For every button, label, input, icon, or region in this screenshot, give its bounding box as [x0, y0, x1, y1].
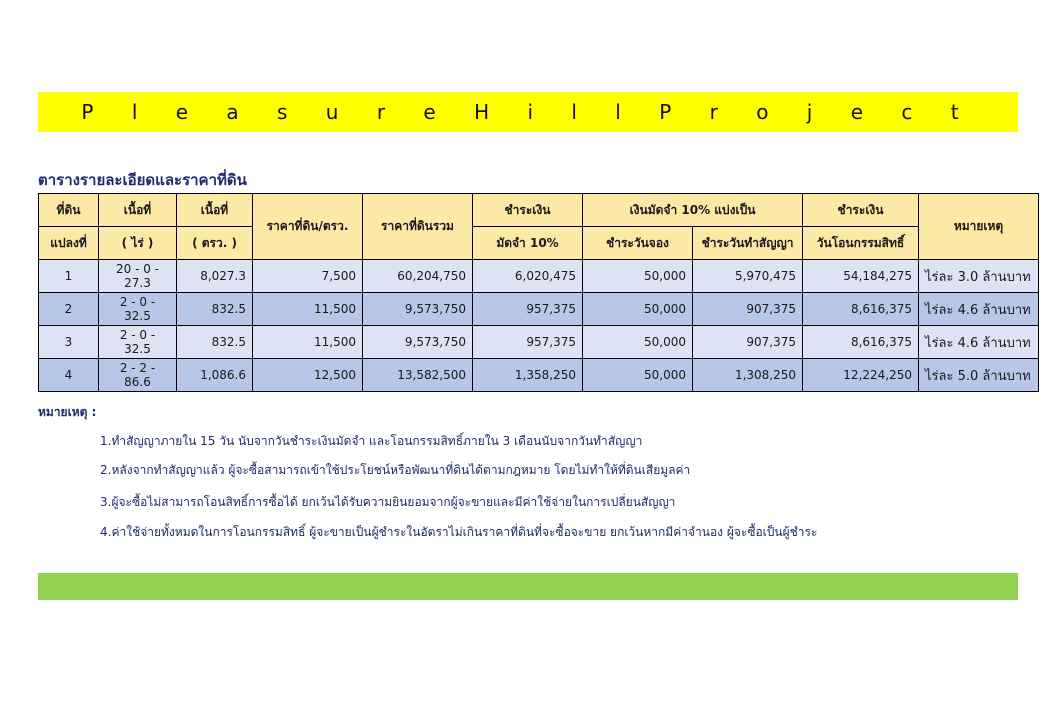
col-plot-top: ที่ดิน [39, 194, 99, 227]
col-rai-bottom: ( ไร่ ) [99, 227, 177, 260]
cell-transfer: 12,224,250 [803, 359, 919, 392]
cell-reserve: 50,000 [583, 359, 693, 392]
cell-rai: 20 - 0 - 27.3 [99, 260, 177, 293]
land-price-table [38, 193, 1039, 392]
cell-remark: ไร่ละ 4.6 ล้านบาท [919, 326, 1039, 359]
col-deposit-split: เงินมัดจำ 10% แบ่งเป็น [583, 194, 803, 227]
col-price-per-sqw: ราคาที่ดิน/ตรว. [253, 194, 363, 260]
cell-deposit: 6,020,475 [473, 260, 583, 293]
cell-price: 7,500 [253, 260, 363, 293]
col-pay-contract: ชำระวันทำสัญญา [693, 227, 803, 260]
cell-reserve: 50,000 [583, 293, 693, 326]
cell-rai: 2 - 2 - 86.6 [99, 359, 177, 392]
note-item: 4.ค่าใช้จ่ายทั้งหมดในการโอนกรรมสิทธิ์ ผู้จะขายเป็นผู้ชำระในอัตราไม่เกินราคาที่ดินที่จะซื้อจะขาย ยกเว้นหากมีค่าจำนอง ผู้จะซื้อเป็นผู้ชำระ [100, 525, 818, 539]
cell-plot: 4 [39, 359, 99, 392]
cell-plot: 3 [39, 326, 99, 359]
notes-heading: หมายเหตุ : [38, 405, 97, 419]
cell-transfer: 8,616,375 [803, 326, 919, 359]
cell-transfer: 54,184,275 [803, 260, 919, 293]
table-row [39, 293, 1039, 326]
cell-contract: 1,308,250 [693, 359, 803, 392]
cell-total: 60,204,750 [363, 260, 473, 293]
table-row [39, 260, 1039, 293]
cell-sqw: 8,027.3 [177, 260, 253, 293]
cell-transfer: 8,616,375 [803, 293, 919, 326]
cell-contract: 907,375 [693, 293, 803, 326]
col-rai-top: เนื้อที่ [99, 194, 177, 227]
cell-reserve: 50,000 [583, 260, 693, 293]
footer-bar [38, 573, 1018, 600]
col-deposit-top: ชำระเงิน [473, 194, 583, 227]
page-title: P l e a s u r e H i l l P r o j e c t [81, 100, 975, 124]
cell-deposit: 957,375 [473, 326, 583, 359]
col-transfer-top: ชำระเงิน [803, 194, 919, 227]
cell-rai: 2 - 0 - 32.5 [99, 326, 177, 359]
col-remark: หมายเหตุ [919, 194, 1039, 260]
col-transfer-bottom: วันโอนกรรมสิทธิ์ [803, 227, 919, 260]
col-deposit-bottom: มัดจำ 10% [473, 227, 583, 260]
col-plot-bottom: แปลงที่ [39, 227, 99, 260]
cell-rai: 2 - 0 - 32.5 [99, 293, 177, 326]
note-item: 3.ผู้จะซื้อไม่สามารถโอนสิทธิ์การซื้อได้ ยกเว้นได้รับความยินยอมจากผู้จะขายและมีค่าใช้จ่ายในการเปลี่ยนสัญญา [100, 495, 676, 509]
table-caption: ตารางรายละเอียดและราคาที่ดิน [38, 171, 247, 189]
cell-plot: 2 [39, 293, 99, 326]
header-row-2 [39, 227, 1039, 260]
cell-price: 11,500 [253, 326, 363, 359]
cell-price: 11,500 [253, 293, 363, 326]
cell-contract: 5,970,475 [693, 260, 803, 293]
cell-remark: ไร่ละ 3.0 ล้านบาท [919, 260, 1039, 293]
cell-deposit: 1,358,250 [473, 359, 583, 392]
cell-total: 9,573,750 [363, 326, 473, 359]
cell-remark: ไร่ละ 5.0 ล้านบาท [919, 359, 1039, 392]
cell-plot: 1 [39, 260, 99, 293]
cell-price: 12,500 [253, 359, 363, 392]
cell-sqw: 1,086.6 [177, 359, 253, 392]
cell-total: 9,573,750 [363, 293, 473, 326]
note-item: 1.ทำสัญญาภายใน 15 วัน นับจากวันชำระเงินมัดจำ และโอนกรรมสิทธิ์ภายใน 3 เดือนนับจากวันทำสัญญา [100, 434, 643, 448]
cell-deposit: 957,375 [473, 293, 583, 326]
col-sqw-top: เนื้อที่ [177, 194, 253, 227]
cell-sqw: 832.5 [177, 293, 253, 326]
cell-reserve: 50,000 [583, 326, 693, 359]
header-row-1 [39, 194, 1039, 227]
cell-contract: 907,375 [693, 326, 803, 359]
note-item: 2.หลังจากทำสัญญาแล้ว ผู้จะซื้อสามารถเข้าใช้ประโยชน์หรือพัฒนาที่ดินได้ตามกฎหมาย โดยไม่ทำให้ที่ดินเสียมูลค่า [100, 463, 691, 477]
cell-remark: ไร่ละ 4.6 ล้านบาท [919, 293, 1039, 326]
cell-total: 13,582,500 [363, 359, 473, 392]
col-sqw-bottom: ( ตรว. ) [177, 227, 253, 260]
title-banner [38, 92, 1018, 132]
cell-sqw: 832.5 [177, 326, 253, 359]
table-row [39, 326, 1039, 359]
col-pay-reserve: ชำระวันจอง [583, 227, 693, 260]
table-row [39, 359, 1039, 392]
col-total-price: ราคาที่ดินรวม [363, 194, 473, 260]
